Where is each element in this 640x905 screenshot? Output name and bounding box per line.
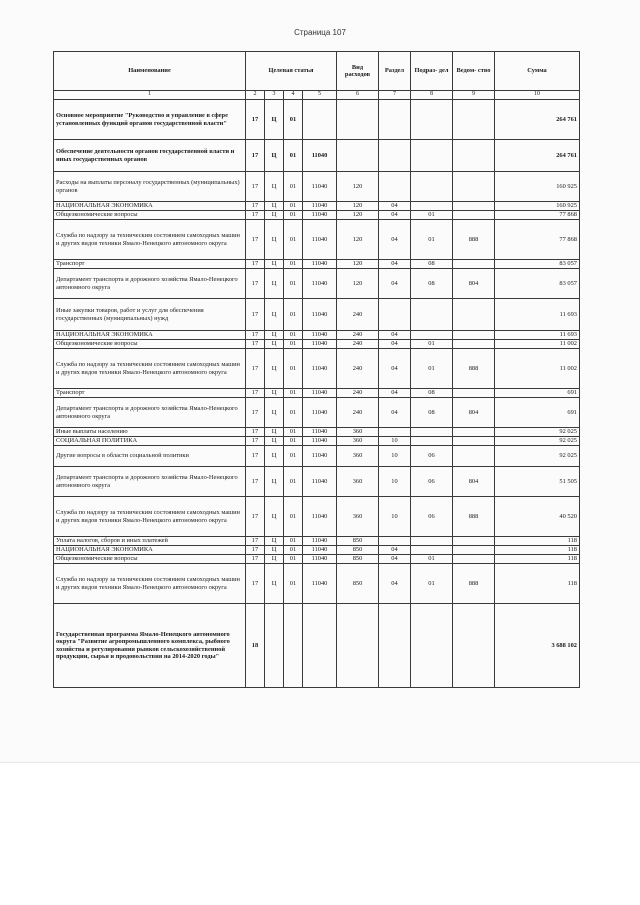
subsection-cell <box>411 202 453 211</box>
target-program: 17 <box>246 140 265 172</box>
row-name: Государственная программа Ямало-Ненецкого автономного округа "Развитие агропромышленного комплекса, рыбного хозяйства и регулирования рынков сельскохозяйственной продукции, сырья и продовольствия на 2014-2020 годы" <box>54 604 246 688</box>
subsection-cell: 06 <box>411 467 453 497</box>
subsection-cell <box>411 172 453 202</box>
header-subsection: Подраз- дел <box>411 52 453 91</box>
target-event: 01 <box>284 467 303 497</box>
department-cell <box>453 260 495 269</box>
section-cell: 04 <box>379 269 411 299</box>
target-direction: 11040 <box>303 202 337 211</box>
section-cell: 04 <box>379 555 411 564</box>
subsection-cell: 06 <box>411 497 453 537</box>
target-subprogram: Ц <box>265 140 284 172</box>
section-cell: 04 <box>379 389 411 398</box>
expense-type-cell: 120 <box>337 260 379 269</box>
target-program: 17 <box>246 269 265 299</box>
table-row <box>54 260 580 269</box>
table-row <box>54 211 580 220</box>
page-number-label: Страница 107 <box>294 28 346 37</box>
subsection-cell: 01 <box>411 340 453 349</box>
sum-cell: 51 505 <box>495 467 580 497</box>
column-number: 6 <box>337 91 379 100</box>
sum-cell: 40 520 <box>495 497 580 537</box>
expense-type-cell: 360 <box>337 497 379 537</box>
row-name: Иные закупки товаров, работ и услуг для обеспечения государственных (муниципальных) нужд <box>54 299 246 331</box>
column-number: 5 <box>303 91 337 100</box>
target-event: 01 <box>284 299 303 331</box>
expense-type-cell: 850 <box>337 537 379 546</box>
target-direction: 11040 <box>303 467 337 497</box>
target-program: 17 <box>246 555 265 564</box>
target-program: 17 <box>246 398 265 428</box>
department-cell <box>453 202 495 211</box>
expense-type-cell: 240 <box>337 299 379 331</box>
department-cell <box>453 546 495 555</box>
target-subprogram: Ц <box>265 220 284 260</box>
row-name: Основное мероприятие "Руководство и управление в сфере установленных функций органов государственной власти" <box>54 100 246 140</box>
sum-cell: 11 002 <box>495 340 580 349</box>
expense-type-cell: 240 <box>337 349 379 389</box>
target-event: 01 <box>284 211 303 220</box>
department-cell: 804 <box>453 269 495 299</box>
target-event: 01 <box>284 555 303 564</box>
target-direction: 11040 <box>303 220 337 260</box>
section-cell <box>379 604 411 688</box>
target-subprogram <box>265 604 284 688</box>
expense-type-cell <box>337 100 379 140</box>
target-event: 01 <box>284 340 303 349</box>
expense-type-cell: 360 <box>337 428 379 437</box>
department-cell <box>453 389 495 398</box>
department-cell <box>453 172 495 202</box>
subsection-cell <box>411 604 453 688</box>
target-event: 01 <box>284 398 303 428</box>
subsection-cell: 01 <box>411 555 453 564</box>
target-event: 01 <box>284 446 303 467</box>
subsection-cell: 01 <box>411 564 453 604</box>
subsection-cell <box>411 331 453 340</box>
section-cell: 04 <box>379 260 411 269</box>
expense-type-cell: 240 <box>337 389 379 398</box>
target-program: 17 <box>246 389 265 398</box>
target-subprogram: Ц <box>265 269 284 299</box>
target-direction: 11040 <box>303 546 337 555</box>
sum-cell: 118 <box>495 564 580 604</box>
target-program: 17 <box>246 220 265 260</box>
row-name: Департамент транспорта и дорожного хозяйства Ямало-Ненецкого автономного округа <box>54 269 246 299</box>
expense-type-cell: 850 <box>337 564 379 604</box>
header-name: Наименование <box>54 52 246 91</box>
column-number: 8 <box>411 91 453 100</box>
section-cell <box>379 140 411 172</box>
subsection-cell <box>411 437 453 446</box>
row-name: Другие вопросы в области социальной политики <box>54 446 246 467</box>
subsection-cell: 08 <box>411 398 453 428</box>
expense-type-cell: 850 <box>337 555 379 564</box>
row-name: Служба по надзору за техническим состоянием самоходных машин и других видов техники Ямало-Ненецкого автономного округа <box>54 220 246 260</box>
expense-type-cell: 120 <box>337 202 379 211</box>
department-cell <box>453 537 495 546</box>
row-name: Общеэкономические вопросы <box>54 340 246 349</box>
row-name: НАЦИОНАЛЬНАЯ ЭКОНОМИКА <box>54 202 246 211</box>
section-cell <box>379 172 411 202</box>
table-row <box>54 537 580 546</box>
subsection-cell: 08 <box>411 260 453 269</box>
column-number: 3 <box>265 91 284 100</box>
sum-cell: 92 025 <box>495 446 580 467</box>
section-cell: 04 <box>379 398 411 428</box>
sum-cell: 77 868 <box>495 211 580 220</box>
section-cell: 04 <box>379 564 411 604</box>
target-subprogram: Ц <box>265 437 284 446</box>
row-name: Служба по надзору за техническим состоянием самоходных машин и других видов техники Ямало-Ненецкого автономного округа <box>54 349 246 389</box>
target-direction: 11040 <box>303 497 337 537</box>
row-name: НАЦИОНАЛЬНАЯ ЭКОНОМИКА <box>54 331 246 340</box>
header-target-article: Целевая статья <box>246 52 337 91</box>
subsection-cell: 08 <box>411 269 453 299</box>
target-subprogram: Ц <box>265 349 284 389</box>
column-number: 9 <box>453 91 495 100</box>
row-name: Департамент транспорта и дорожного хозяйства Ямало-Ненецкого автономного округа <box>54 398 246 428</box>
section-cell: 10 <box>379 467 411 497</box>
expense-type-cell <box>337 140 379 172</box>
target-event: 01 <box>284 331 303 340</box>
table-row <box>54 389 580 398</box>
section-cell: 10 <box>379 437 411 446</box>
column-number: 2 <box>246 91 265 100</box>
page-bottom-edge <box>0 762 640 763</box>
department-cell <box>453 140 495 172</box>
target-direction: 11040 <box>303 428 337 437</box>
sum-cell: 118 <box>495 537 580 546</box>
target-direction: 11040 <box>303 398 337 428</box>
section-cell <box>379 299 411 331</box>
sum-cell: 92 025 <box>495 428 580 437</box>
sum-cell: 77 868 <box>495 220 580 260</box>
target-program: 17 <box>246 299 265 331</box>
subsection-cell: 01 <box>411 349 453 389</box>
target-subprogram: Ц <box>265 299 284 331</box>
subsection-cell: 01 <box>411 220 453 260</box>
target-subprogram: Ц <box>265 389 284 398</box>
table-row <box>54 340 580 349</box>
subsection-cell <box>411 428 453 437</box>
expense-type-cell: 850 <box>337 546 379 555</box>
table-row <box>54 269 580 299</box>
section-cell: 10 <box>379 497 411 537</box>
section-cell: 04 <box>379 202 411 211</box>
expense-type-cell: 360 <box>337 446 379 467</box>
table-row <box>54 467 580 497</box>
section-cell: 04 <box>379 331 411 340</box>
target-program: 17 <box>246 537 265 546</box>
target-event: 01 <box>284 428 303 437</box>
department-cell <box>453 100 495 140</box>
target-subprogram: Ц <box>265 211 284 220</box>
target-direction: 11040 <box>303 331 337 340</box>
target-direction <box>303 604 337 688</box>
column-number: 4 <box>284 91 303 100</box>
section-cell: 10 <box>379 446 411 467</box>
target-event: 01 <box>284 389 303 398</box>
target-program: 17 <box>246 349 265 389</box>
header-sum: Сумма <box>495 52 580 91</box>
target-subprogram: Ц <box>265 555 284 564</box>
table-row <box>54 604 580 688</box>
section-cell: 04 <box>379 220 411 260</box>
target-event: 01 <box>284 140 303 172</box>
table-row <box>54 220 580 260</box>
department-cell: 804 <box>453 398 495 428</box>
section-cell <box>379 537 411 546</box>
target-subprogram: Ц <box>265 428 284 437</box>
subsection-cell: 08 <box>411 389 453 398</box>
department-cell <box>453 211 495 220</box>
expense-type-cell: 120 <box>337 211 379 220</box>
table-row <box>54 172 580 202</box>
sum-cell: 11 693 <box>495 331 580 340</box>
subsection-cell <box>411 299 453 331</box>
target-program: 17 <box>246 211 265 220</box>
expense-type-cell: 240 <box>337 398 379 428</box>
sum-cell: 264 761 <box>495 100 580 140</box>
target-direction: 11040 <box>303 437 337 446</box>
sum-cell: 691 <box>495 398 580 428</box>
section-cell: 04 <box>379 340 411 349</box>
target-program: 17 <box>246 100 265 140</box>
row-name: Расходы на выплаты персоналу государственных (муниципальных) органов <box>54 172 246 202</box>
target-program: 17 <box>246 260 265 269</box>
sum-cell: 11 002 <box>495 349 580 389</box>
section-cell <box>379 100 411 140</box>
row-name: НАЦИОНАЛЬНАЯ ЭКОНОМИКА <box>54 546 246 555</box>
expense-type-cell <box>337 604 379 688</box>
column-number: 1 <box>54 91 246 100</box>
table-row <box>54 398 580 428</box>
row-name: Транспорт <box>54 389 246 398</box>
target-program: 17 <box>246 546 265 555</box>
department-cell <box>453 437 495 446</box>
target-event: 01 <box>284 220 303 260</box>
column-number: 7 <box>379 91 411 100</box>
target-subprogram: Ц <box>265 564 284 604</box>
subsection-cell <box>411 100 453 140</box>
target-program: 17 <box>246 428 265 437</box>
subsection-cell: 06 <box>411 446 453 467</box>
target-direction: 11040 <box>303 172 337 202</box>
expense-type-cell: 120 <box>337 220 379 260</box>
target-event: 01 <box>284 437 303 446</box>
row-name: Общеэкономические вопросы <box>54 211 246 220</box>
sum-cell: 11 693 <box>495 299 580 331</box>
target-direction: 11040 <box>303 260 337 269</box>
subsection-cell <box>411 537 453 546</box>
target-direction <box>303 100 337 140</box>
target-program: 17 <box>246 331 265 340</box>
target-event <box>284 604 303 688</box>
table-row <box>54 428 580 437</box>
subsection-cell <box>411 140 453 172</box>
target-program: 17 <box>246 340 265 349</box>
department-cell <box>453 604 495 688</box>
sum-cell: 118 <box>495 555 580 564</box>
target-direction: 11040 <box>303 446 337 467</box>
target-subprogram: Ц <box>265 331 284 340</box>
expense-type-cell: 120 <box>337 269 379 299</box>
budget-table <box>53 51 580 688</box>
column-number-row <box>54 91 580 100</box>
row-name: Иные выплаты населению <box>54 428 246 437</box>
department-cell <box>453 428 495 437</box>
target-event: 01 <box>284 497 303 537</box>
header-row <box>54 52 580 91</box>
target-subprogram: Ц <box>265 100 284 140</box>
target-direction: 11040 <box>303 555 337 564</box>
target-direction: 11040 <box>303 564 337 604</box>
expense-type-cell: 360 <box>337 467 379 497</box>
target-direction: 11040 <box>303 299 337 331</box>
target-subprogram: Ц <box>265 546 284 555</box>
row-name: Служба по надзору за техническим состоянием самоходных машин и других видов техники Ямало-Ненецкого автономного округа <box>54 564 246 604</box>
expense-type-cell: 240 <box>337 331 379 340</box>
target-direction: 11040 <box>303 269 337 299</box>
row-name: Уплата налогов, сборов и иных платежей <box>54 537 246 546</box>
department-cell: 888 <box>453 497 495 537</box>
target-subprogram: Ц <box>265 202 284 211</box>
sum-cell: 92 025 <box>495 437 580 446</box>
sum-cell: 264 761 <box>495 140 580 172</box>
target-event: 01 <box>284 172 303 202</box>
target-program: 17 <box>246 564 265 604</box>
table-row <box>54 331 580 340</box>
target-direction: 11040 <box>303 211 337 220</box>
sum-cell: 118 <box>495 546 580 555</box>
column-number: 10 <box>495 91 580 100</box>
department-cell <box>453 446 495 467</box>
target-program: 17 <box>246 467 265 497</box>
row-name: Общеэкономические вопросы <box>54 555 246 564</box>
row-name: Служба по надзору за техническим состоянием самоходных машин и других видов техники Ямало-Ненецкого автономного округа <box>54 497 246 537</box>
table-row <box>54 564 580 604</box>
header-expense-type: Вид расходов <box>337 52 379 91</box>
section-cell <box>379 428 411 437</box>
target-event: 01 <box>284 100 303 140</box>
table-row <box>54 299 580 331</box>
target-program: 17 <box>246 497 265 537</box>
row-name: Транспорт <box>54 260 246 269</box>
table-row <box>54 497 580 537</box>
target-event: 01 <box>284 269 303 299</box>
target-program: 17 <box>246 446 265 467</box>
table-row <box>54 202 580 211</box>
table-row <box>54 140 580 172</box>
table-row <box>54 437 580 446</box>
target-program: 18 <box>246 604 265 688</box>
section-cell: 04 <box>379 211 411 220</box>
department-cell: 888 <box>453 220 495 260</box>
target-event: 01 <box>284 202 303 211</box>
target-subprogram: Ц <box>265 537 284 546</box>
department-cell: 888 <box>453 349 495 389</box>
row-name: Обеспечение деятельности органов государственной власти и иных государственных органов <box>54 140 246 172</box>
expense-type-cell: 360 <box>337 437 379 446</box>
header-department: Ведом- ство <box>453 52 495 91</box>
department-cell <box>453 299 495 331</box>
row-name: Департамент транспорта и дорожного хозяйства Ямало-Ненецкого автономного округа <box>54 467 246 497</box>
expense-type-cell: 240 <box>337 340 379 349</box>
department-cell <box>453 340 495 349</box>
section-cell: 04 <box>379 349 411 389</box>
target-event: 01 <box>284 537 303 546</box>
sum-cell: 83 057 <box>495 269 580 299</box>
sum-cell: 160 925 <box>495 202 580 211</box>
table-row <box>54 100 580 140</box>
target-subprogram: Ц <box>265 497 284 537</box>
target-event: 01 <box>284 546 303 555</box>
target-event: 01 <box>284 564 303 604</box>
target-direction: 11040 <box>303 340 337 349</box>
header-section: Раздел <box>379 52 411 91</box>
table-row <box>54 349 580 389</box>
target-subprogram: Ц <box>265 467 284 497</box>
subsection-cell: 01 <box>411 211 453 220</box>
target-direction: 11040 <box>303 140 337 172</box>
target-event: 01 <box>284 349 303 389</box>
target-direction: 11040 <box>303 349 337 389</box>
target-subprogram: Ц <box>265 172 284 202</box>
target-subprogram: Ц <box>265 260 284 269</box>
department-cell <box>453 555 495 564</box>
target-direction: 11040 <box>303 537 337 546</box>
table-row <box>54 446 580 467</box>
table-row <box>54 546 580 555</box>
row-name: СОЦИАЛЬНАЯ ПОЛИТИКА <box>54 437 246 446</box>
department-cell: 804 <box>453 467 495 497</box>
target-direction: 11040 <box>303 389 337 398</box>
target-subprogram: Ц <box>265 398 284 428</box>
department-cell <box>453 331 495 340</box>
target-subprogram: Ц <box>265 446 284 467</box>
table-row <box>54 555 580 564</box>
target-program: 17 <box>246 172 265 202</box>
target-event: 01 <box>284 260 303 269</box>
target-program: 17 <box>246 202 265 211</box>
sum-cell: 691 <box>495 389 580 398</box>
sum-cell: 3 688 102 <box>495 604 580 688</box>
expense-type-cell: 120 <box>337 172 379 202</box>
section-cell: 04 <box>379 546 411 555</box>
target-program: 17 <box>246 437 265 446</box>
sum-cell: 83 057 <box>495 260 580 269</box>
subsection-cell <box>411 546 453 555</box>
target-subprogram: Ц <box>265 340 284 349</box>
sum-cell: 160 925 <box>495 172 580 202</box>
department-cell: 888 <box>453 564 495 604</box>
